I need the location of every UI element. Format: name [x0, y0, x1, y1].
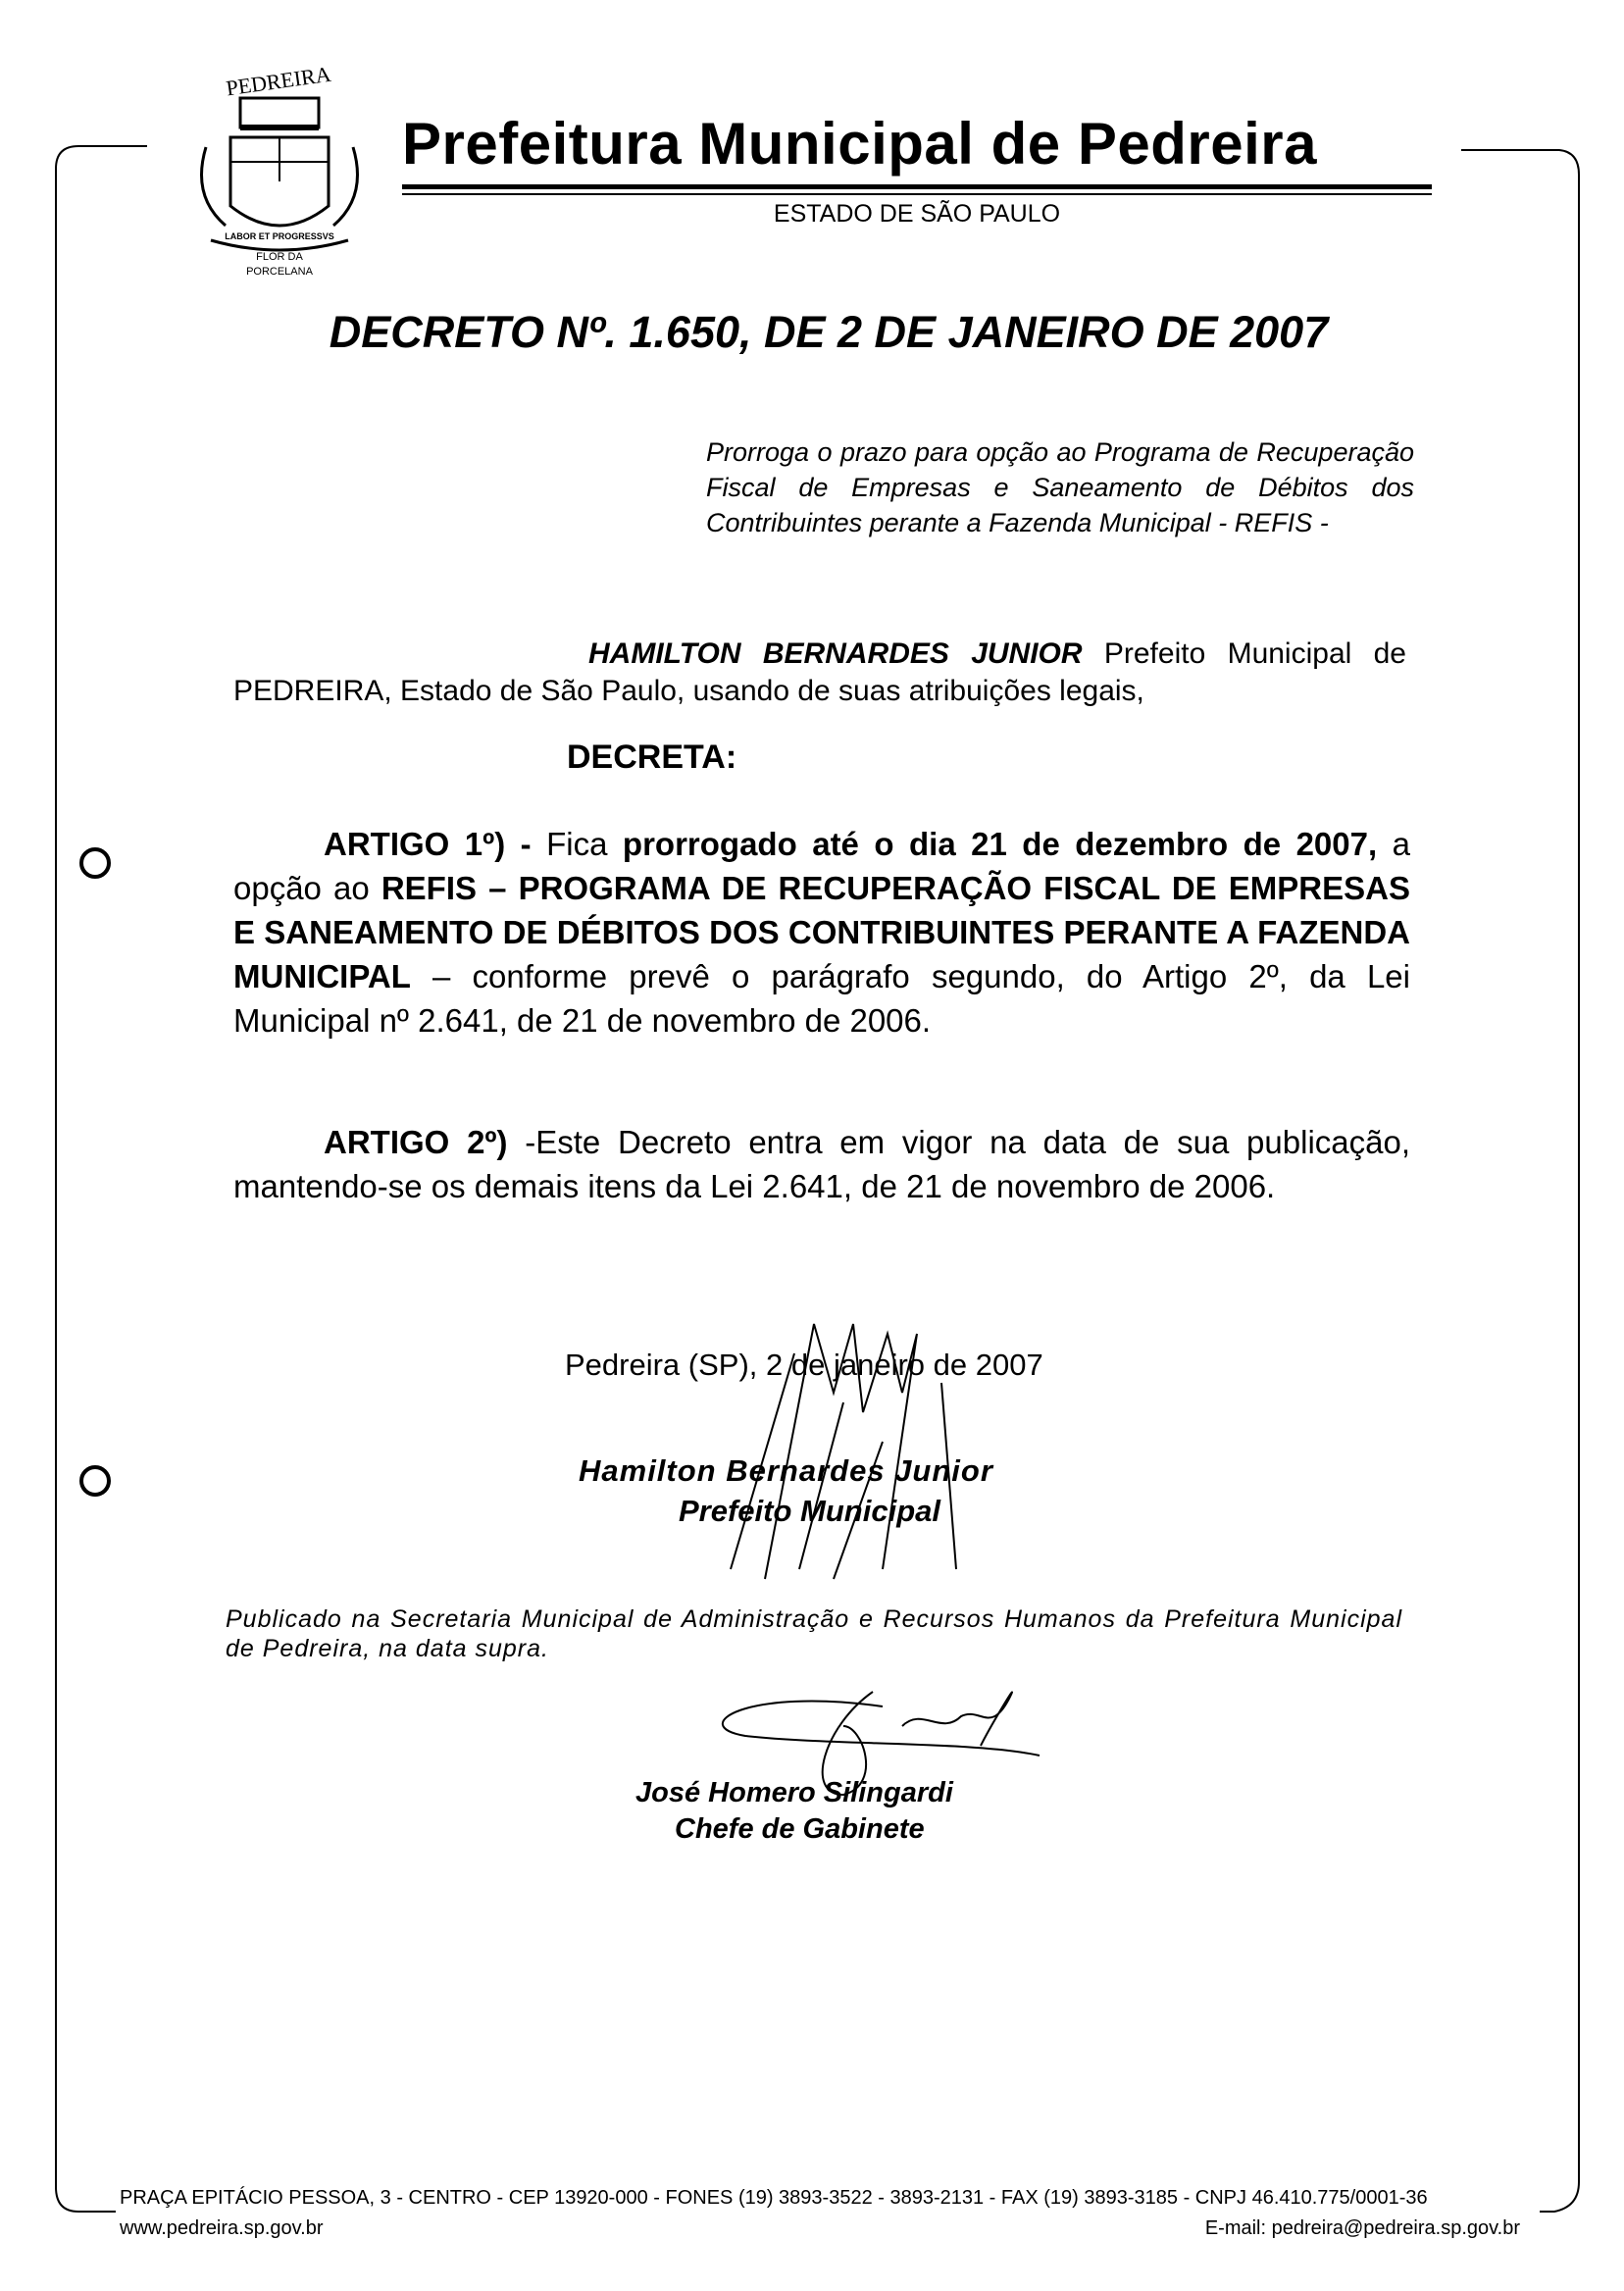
decreta-label: DECRETA: [567, 738, 737, 776]
article-1-text: Fica [531, 826, 623, 862]
scan-mark-icon [81, 849, 109, 1495]
svg-text:PORCELANA: PORCELANA [246, 266, 313, 278]
footer-email: E-mail: pedreira@pedreira.sp.gov.br [1204, 2217, 1520, 2239]
preamble [233, 636, 1406, 710]
article-2 [233, 1120, 1410, 1208]
signatory-role: Prefeito Municipal [679, 1494, 940, 1528]
svg-text:LABOR ET PROGRESSVS: LABOR ET PROGRESSVS [225, 231, 334, 241]
signatory-name: Hamilton Bernardes Junior [579, 1453, 993, 1488]
svg-text:PEDREIRA: PEDREIRA [224, 61, 332, 101]
state-subtitle: ESTADO DE SÃO PAULO [773, 200, 1061, 228]
mayor-name: HAMILTON BERNARDES JUNIOR [588, 637, 1083, 670]
article-1-text: a opção ao [233, 826, 1410, 906]
svg-text:FLOR DA: FLOR DA [256, 251, 303, 263]
header-rule-thin [402, 193, 1432, 195]
preamble-text: Prefeito Municipal de PEDREIRA, Estado de São Paulo, usando de suas atribuições legais, [233, 637, 1406, 707]
header-rule [402, 184, 1432, 189]
article-1-bold: prorrogado até o dia 21 de dezembro de 2007, [622, 826, 1378, 862]
article-1-program: REFIS – PROGRAMA DE RECUPERAÇÃO FISCAL DE EMPRESAS E SANEAMENTO DE DÉBITOS DOS CONTRIBUINTES PERANTE A FAZENDA MUNICIPAL [233, 870, 1410, 994]
decree-summary: Prorroga o prazo para opção ao Programa de Recuperação Fiscal de Empresas e Saneamento de Débitos dos Contribuintes perante a Fazenda Municipal - REFIS - [706, 437, 1414, 537]
decree-title: DECRETO Nº. 1.650, DE 2 DE JANEIRO DE 2007 [329, 307, 1329, 357]
institution-title: Prefeitura Municipal de Pedreira [402, 111, 1317, 177]
coat-of-arms-logo [186, 59, 373, 280]
article-2-label: ARTIGO 2º) [324, 1124, 508, 1160]
date-line: Pedreira (SP), 2 de janeiro de 2007 [565, 1348, 1043, 1382]
article-1 [233, 822, 1410, 1043]
article-1-label: ARTIGO 1º) - [324, 826, 532, 862]
article-2-text: -Este Decreto entra em vigor na data de sua publicação, mantendo-se os demais itens da Lei 2.641, de 21 de novembro de 2006. [233, 1124, 1411, 1204]
footer-address: PRAÇA EPITÁCIO PESSOA, 3 - CENTRO - CEP 13920-000 - FONES (19) 3893-3522 - 3893-2131 - FAX (19) 3893-3185 - CNPJ 46.410.775/0001-36 [120, 2187, 1428, 2209]
footer-website: www.pedreira.sp.gov.br [120, 2217, 324, 2239]
publication-note: Publicado na Secretaria Municipal de Administração e Recursos Humanos da Prefeitura Municipal de Pedreira, na data supra. [226, 1605, 1402, 1662]
cosignatory-name: José Homero Silingardi [635, 1777, 953, 1808]
cosignatory-role: Chefe de Gabinete [675, 1813, 925, 1845]
article-1-text: – conforme prevê o parágrafo segundo, do Artigo 2º, da Lei Municipal nº 2.641, de 21 de novembro de 2006. [233, 958, 1410, 1039]
